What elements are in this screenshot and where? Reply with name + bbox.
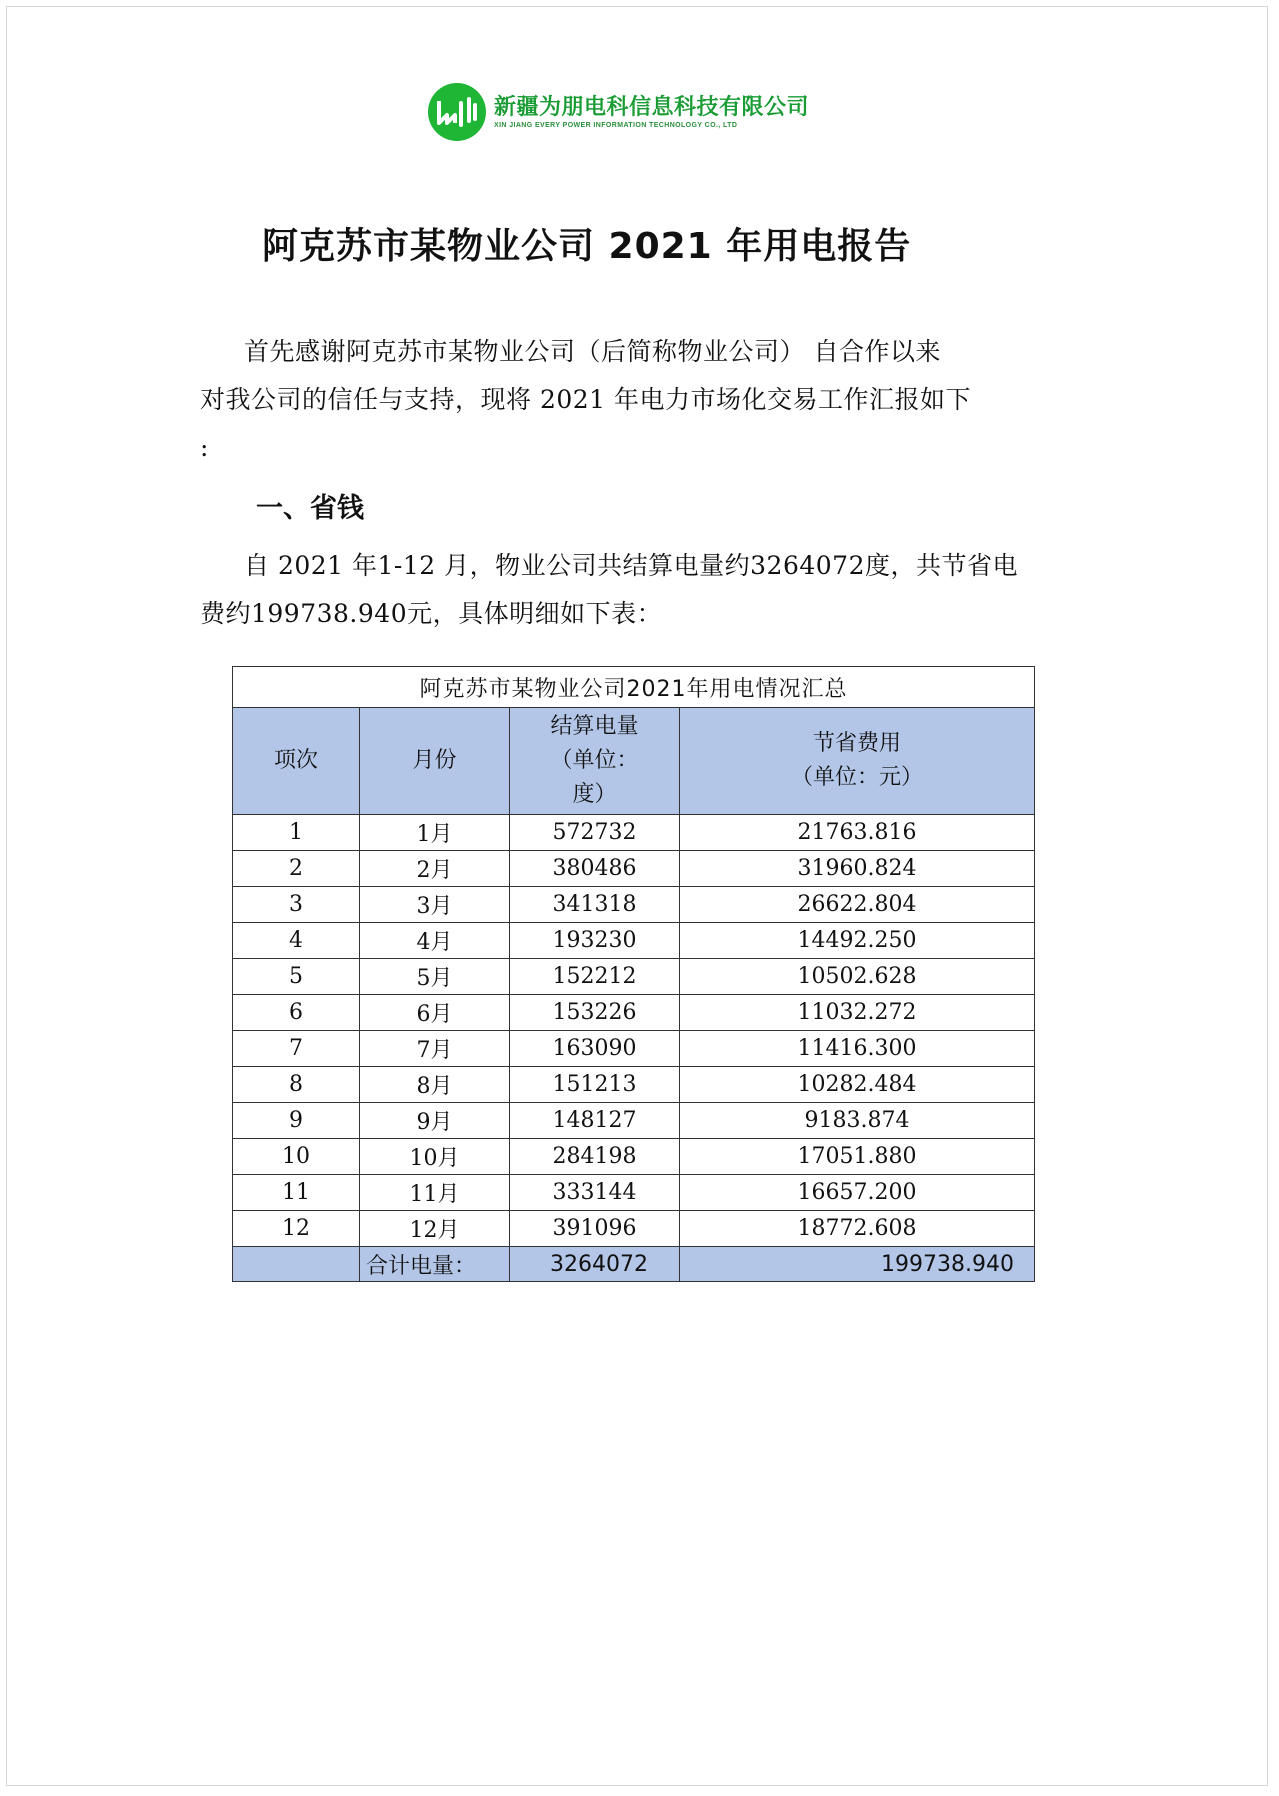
cell-fee: 21763.816: [680, 815, 1035, 851]
intro-line-2: 对我公司的信任与支持，现将 2021 年电力市场化交易工作汇报如下: [200, 385, 972, 414]
section-paragraph: [200, 542, 1100, 638]
section-heading: 一、省钱: [256, 493, 364, 524]
header-kwh-unit-1: （单位：: [550, 748, 639, 773]
cell-month: 10月: [360, 1139, 510, 1175]
header-kwh-unit-2: 度）: [572, 782, 617, 807]
cell-index: 9: [233, 1103, 360, 1139]
intro-paragraph: [200, 328, 1100, 472]
cell-kwh: 380486: [510, 851, 680, 887]
header-kwh-main: 结算电量: [550, 714, 639, 739]
table-row: [233, 923, 1035, 959]
cell-fee: 18772.608: [680, 1211, 1035, 1247]
cell-index: 11: [233, 1175, 360, 1211]
table-row: [233, 1067, 1035, 1103]
total-label: 合计电量：: [360, 1247, 510, 1282]
cell-fee: 10502.628: [680, 959, 1035, 995]
cell-kwh: 152212: [510, 959, 680, 995]
logo-mark-icon: [428, 83, 486, 141]
intro-line-3: :: [200, 433, 209, 462]
cell-kwh: 333144: [510, 1175, 680, 1211]
cell-month: 7月: [360, 1031, 510, 1067]
cell-kwh: 153226: [510, 995, 680, 1031]
header-index: 项次: [233, 708, 360, 815]
cell-index: 2: [233, 851, 360, 887]
cell-fee: 26622.804: [680, 887, 1035, 923]
header-fee-unit: （单位：元）: [790, 765, 923, 790]
table-row: [233, 959, 1035, 995]
cell-kwh: 163090: [510, 1031, 680, 1067]
table-row: [233, 1211, 1035, 1247]
section-line-2: 费约199738.940元，具体明细如下表：: [200, 599, 663, 628]
cell-month: 12月: [360, 1211, 510, 1247]
header-fee: [680, 708, 1035, 815]
table-row: [233, 1175, 1035, 1211]
intro-line-1: 首先感谢阿克苏市某物业公司（后简称物业公司） 自合作以来: [244, 337, 941, 366]
cell-fee: 17051.880: [680, 1139, 1035, 1175]
cell-index: 10: [233, 1139, 360, 1175]
logo-company-name: 新疆为朋电科信息科技有限公司: [494, 94, 810, 120]
table-row: [233, 995, 1035, 1031]
cell-month: 9月: [360, 1103, 510, 1139]
cell-month: 1月: [360, 815, 510, 851]
cell-kwh: 151213: [510, 1067, 680, 1103]
cell-index: 3: [233, 887, 360, 923]
cell-kwh: 284198: [510, 1139, 680, 1175]
cell-kwh: 341318: [510, 887, 680, 923]
cell-month: 11月: [360, 1175, 510, 1211]
summary-table: [232, 666, 1035, 1282]
cell-fee: 11032.272: [680, 995, 1035, 1031]
cell-fee: 10282.484: [680, 1067, 1035, 1103]
table-title: 阿克苏市某物业公司2021年用电情况汇总: [233, 667, 1035, 708]
document-title: 阿克苏市某物业公司 2021 年用电报告: [262, 226, 912, 267]
total-empty-cell: [233, 1247, 360, 1282]
cell-kwh: 391096: [510, 1211, 680, 1247]
table-row: [233, 1139, 1035, 1175]
cell-fee: 14492.250: [680, 923, 1035, 959]
table-total-row: [233, 1247, 1035, 1282]
cell-fee: 9183.874: [680, 1103, 1035, 1139]
section-line-1: 自 2021 年1-12 月，物业公司共结算电量约3264072度，共节省电: [244, 551, 1018, 580]
cell-month: 4月: [360, 923, 510, 959]
cell-index: 1: [233, 815, 360, 851]
logo-company-name-en: XIN JIANG EVERY POWER INFORMATION TECHNOLOGY CO., LTD: [494, 121, 738, 129]
cell-index: 8: [233, 1067, 360, 1103]
cell-kwh: 193230: [510, 923, 680, 959]
table-row: [233, 815, 1035, 851]
table-row: [233, 1031, 1035, 1067]
cell-index: 6: [233, 995, 360, 1031]
cell-index: 12: [233, 1211, 360, 1247]
cell-fee: 11416.300: [680, 1031, 1035, 1067]
header-month: 月份: [360, 708, 510, 815]
cell-month: 3月: [360, 887, 510, 923]
cell-index: 7: [233, 1031, 360, 1067]
cell-kwh: 572732: [510, 815, 680, 851]
cell-month: 6月: [360, 995, 510, 1031]
cell-index: 5: [233, 959, 360, 995]
cell-index: 4: [233, 923, 360, 959]
table-row: [233, 851, 1035, 887]
cell-month: 8月: [360, 1067, 510, 1103]
header-kwh: [510, 708, 680, 815]
total-kwh: 3264072: [510, 1247, 680, 1282]
company-logo: [428, 82, 809, 142]
table-row: [233, 887, 1035, 923]
cell-month: 2月: [360, 851, 510, 887]
table-header-row: [233, 708, 1035, 815]
header-fee-main: 节省费用: [812, 731, 901, 756]
cell-month: 5月: [360, 959, 510, 995]
cell-fee: 16657.200: [680, 1175, 1035, 1211]
table-row: [233, 1103, 1035, 1139]
total-fee: 199738.940: [680, 1247, 1035, 1282]
cell-fee: 31960.824: [680, 851, 1035, 887]
cell-kwh: 148127: [510, 1103, 680, 1139]
